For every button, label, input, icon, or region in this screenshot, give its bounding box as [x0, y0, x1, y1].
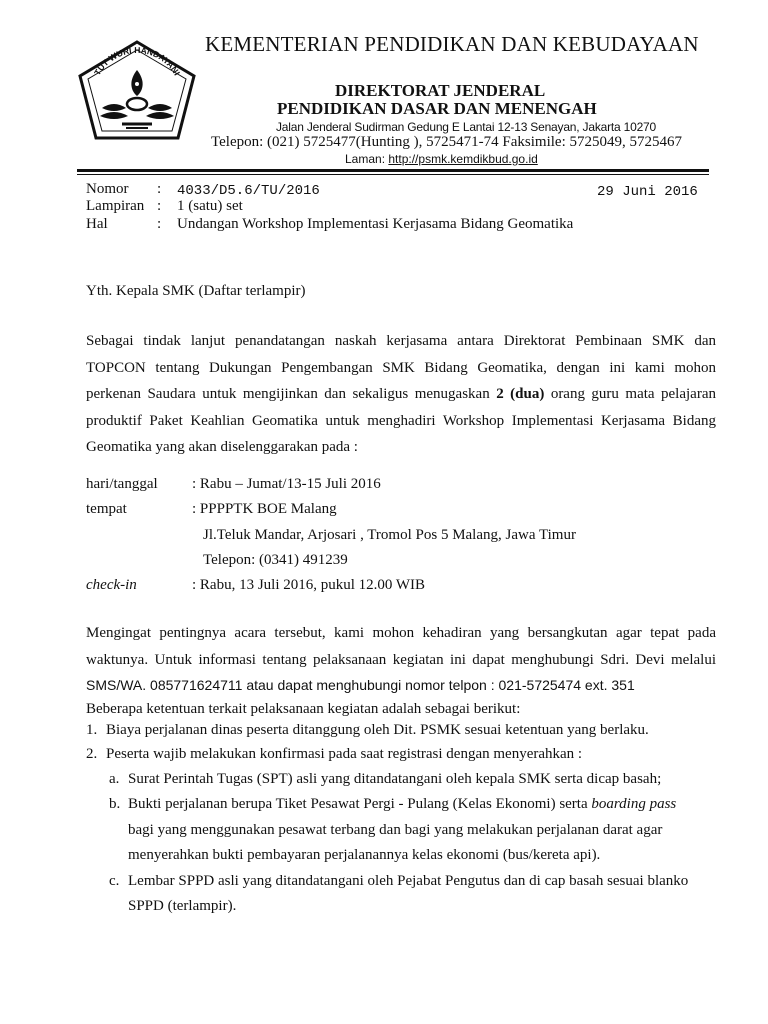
nomor-label: Nomor	[86, 181, 129, 197]
salutation: Yth. Kepala SMK (Daftar terlampir)	[86, 283, 306, 299]
checkin-value: : Rabu, 13 Juli 2016, pukul 12.00 WIB	[192, 577, 426, 593]
letter-date: 29 Juni 2016	[597, 184, 698, 200]
event-place-value: : PPPPTK BOE Malang	[192, 501, 337, 517]
nomor-colon: :	[157, 181, 162, 197]
directorate-title-line1: DIREKTORAT JENDERAL	[335, 81, 546, 100]
event-place-address: Jl.Teluk Mandar, Arjosari , Tromol Pos 5 Malang, Jawa Timur	[203, 527, 576, 543]
event-place-phone: Telepon: (0341) 491239	[203, 552, 348, 568]
teacher-count: 2 (dua)	[496, 386, 545, 402]
directorate-title-line2: PENDIDIKAN DASAR DAN MENENGAH	[277, 99, 597, 118]
nomor-value: 4033/D5.6/TU/2016	[177, 183, 320, 199]
paragraph-line: SMS/WA. 085771624711 atau dapat menghubungi nomor telpon : 021-5725474 ext. 351	[86, 677, 635, 693]
event-date-label: hari/tanggal	[86, 476, 158, 492]
office-address: Jalan Jenderal Sudirman Gedung E Lantai 12-13 Senayan, Jakarta 10270	[276, 120, 657, 134]
office-phone: Telepon: (021) 5725477(Hunting ), 5725471-74 Faksimile: 5725049, 5725467	[211, 134, 682, 150]
paragraph-line: Sebagai tindak lanjut penandatangan naskah kerjasama antara Direktorat Pembinaan SMK dan	[86, 333, 716, 349]
subitem-label: c.	[109, 873, 120, 889]
lampiran-value: 1 (satu) set	[177, 198, 243, 214]
event-date-value: : Rabu – Jumat/13-15 Juli 2016	[192, 476, 381, 492]
paragraph-line: waktunya. Untuk informasi tentang pelaksanaan kegiatan ini dapat menghubungi Sdri. Devi melalui	[86, 651, 716, 668]
event-place-label: tempat	[86, 501, 127, 517]
website-link[interactable]: http://psmk.kemdikbud.go.id	[388, 152, 538, 166]
paragraph-line: Mengingat pentingnya acara tersebut, kami mohon kehadiran yang bersangkutan agar tepat pada	[86, 625, 716, 641]
hal-value: Undangan Workshop Implementasi Kerjasama Bidang Geomatika	[177, 216, 574, 232]
provision-number: 2.	[86, 746, 98, 762]
paragraph-invitation	[86, 328, 716, 461]
letterhead-rule-thick	[77, 169, 709, 172]
website-label: Laman:	[345, 152, 386, 166]
tut-wuri-handayani-logo	[74, 38, 200, 142]
office-website	[345, 152, 538, 166]
provision-item-2: Peserta wajib melakukan konfirmasi pada saat registrasi dengan menyerahkan :	[106, 746, 583, 762]
hal-colon: :	[157, 216, 162, 232]
subitem-c-line1: Lembar SPPD asli yang ditandatangani oleh Pejabat Pengutus dan di cap basah sesuai blanko	[128, 873, 689, 889]
lampiran-label: Lampiran	[86, 198, 145, 214]
lampiran-colon: :	[157, 198, 162, 214]
subitem-b-line2: bagi yang menggunakan pesawat terbang dan bagi yang melakukan perjalanan darat agar	[128, 822, 663, 838]
paragraph-line: Geomatika yang akan diselenggarakan pada :	[86, 439, 358, 455]
paragraph-contact	[86, 620, 716, 721]
logo-motto-text: TUT WURI HANDAYANI	[91, 44, 183, 78]
hal-label: Hal	[86, 216, 108, 232]
boarding-pass-term: boarding pass	[591, 796, 677, 812]
paragraph-line: TOPCON tentang Dukungan Pengembangan SMK Bidang Geomatika, dengan ini kami mohon	[86, 359, 716, 376]
provision-number: 1.	[86, 722, 98, 738]
letterhead-rule-thin	[77, 174, 709, 175]
checkin-label: check-in	[86, 577, 137, 593]
paragraph-line: Beberapa ketentuan terkait pelaksanaan kegiatan adalah sebagai berikut:	[86, 701, 521, 717]
subitem-b-line3: menyerahkan bukti pembayaran perjalanannya kelas ekonomi (bus/kereta api).	[128, 847, 601, 863]
subitem-a: Surat Perintah Tugas (SPT) asli yang ditandatangani oleh kepala SMK serta dicap basah;	[128, 771, 662, 787]
subitem-b-line1: Bukti perjalanan berupa Tiket Pesawat Pergi - Pulang (Kelas Ekonomi) serta boarding pass	[128, 796, 677, 812]
subitem-label: b.	[109, 796, 121, 812]
ministry-name: KEMENTERIAN PENDIDIKAN DAN KEBUDAYAAN	[205, 32, 699, 56]
provision-item-1: Biaya perjalanan dinas peserta ditanggung oleh Dit. PSMK sesuai ketentuan yang berlaku.	[106, 722, 649, 738]
paragraph-line: produktif Paket Keahlian Geomatika untuk menghadiri Workshop Implementasi Kerjasama Bidang	[86, 412, 716, 429]
paragraph-line: perkenan Saudara untuk mengijinkan dan sekaligus menugaskan 2 (dua) orang guru mata pelajaran	[86, 386, 716, 402]
subitem-label: a.	[109, 771, 120, 787]
subitem-c-line2: SPPD (terlampir).	[128, 898, 237, 914]
